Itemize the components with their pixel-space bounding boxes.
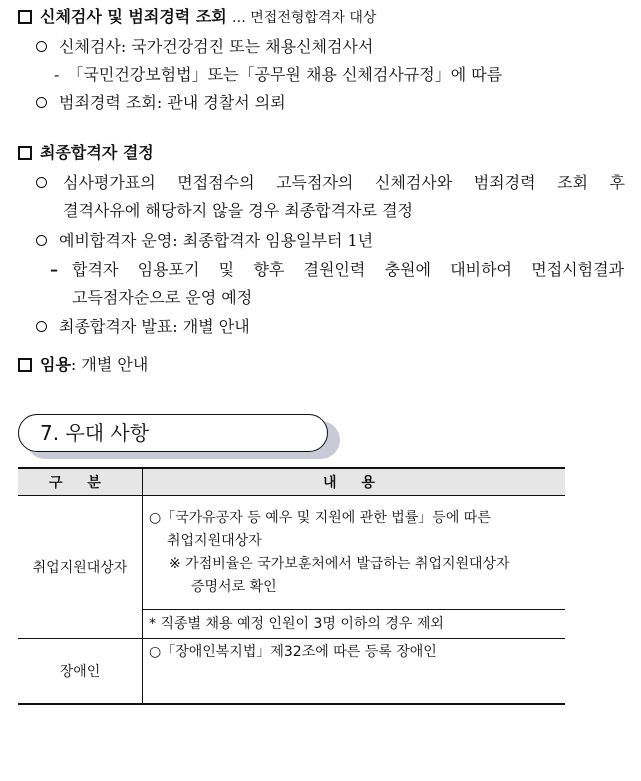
table-row — [18, 639, 565, 705]
list-item-text: 범죄경력 조회: 관내 경찰서 의뢰 — [59, 93, 286, 112]
sub-list-item — [54, 65, 502, 85]
list-item — [36, 231, 373, 251]
circle-bullet-icon — [36, 321, 47, 332]
section-title: 신체검사 및 범죄경력 조회 — [40, 7, 227, 26]
table-cell-content — [143, 639, 566, 705]
square-bullet-icon — [18, 10, 32, 24]
circle-bullet-icon — [36, 97, 47, 108]
list-item — [36, 93, 286, 113]
cell-line: ○「장애인복지법」제32조에 따른 등록 장애인 — [149, 644, 437, 660]
list-item-text: 신체검사: 국가건강검진 또는 채용신체검사서 — [59, 37, 374, 56]
list-item-text: 「국민건강보험법」또는「공무원 채용 신체검사규정」에 따름 — [67, 65, 503, 84]
table-cell-category: 장애인 — [18, 639, 143, 705]
list-item — [36, 173, 59, 193]
list-item-continuation: 고득점자순으로 운영 예정 — [72, 288, 253, 307]
section-heading-appointment — [18, 355, 148, 375]
section-title: 임용 — [40, 355, 71, 374]
list-item-text: 예비합격자 운영: 최종합격자 임용일부터 1년 — [59, 231, 374, 250]
circle-bullet-icon — [36, 235, 47, 246]
cell-line: ※ 가점비율은 국가보훈처에서 발급하는 취업지원대상자 — [169, 555, 510, 572]
cell-line: * 직종별 채용 예정 인원이 3명 이하의 경우 제외 — [149, 615, 444, 632]
list-item-text: 최종합격자 발표: 개별 안내 — [59, 317, 250, 336]
section-heading-final-selection — [18, 143, 154, 163]
table-cell-content — [143, 496, 566, 610]
section-title: 최종합격자 결정 — [40, 143, 154, 162]
cell-line: 증명서로 확인 — [191, 578, 277, 595]
circle-bullet-icon — [36, 177, 47, 188]
dash-bullet-icon: - — [54, 65, 60, 84]
section-note: : 개별 안내 — [70, 355, 149, 374]
list-item — [36, 317, 250, 337]
table-header-row — [18, 468, 565, 496]
table-header-cell: 내 용 — [143, 468, 566, 496]
preference-table — [18, 467, 565, 705]
list-item-text: 합격자 임용포기 및 향후 결원인력 충원에 대비하여 면접시험결과 — [72, 260, 624, 279]
cell-text-block — [143, 501, 565, 605]
square-bullet-icon — [18, 146, 32, 160]
square-bullet-icon — [18, 358, 32, 372]
list-item-text: 심사평가표의 면접점수의 고득점자의 신체검사와 범죄경력 조회 후 — [63, 173, 625, 192]
section-tab-title: 7. 우대 사항 — [40, 421, 150, 445]
table-cell-note — [143, 610, 566, 639]
list-item — [36, 37, 373, 57]
circle-bullet-icon — [36, 41, 47, 52]
table-header-cell: 구 분 — [18, 468, 143, 496]
sub-list-item — [50, 260, 66, 280]
section-note: … 면접전형합격자 대상 — [231, 10, 377, 26]
table-cell-category: 취업지원대상자 — [18, 496, 143, 639]
cell-line: ○「국가유공자 등 예우 및 지원에 관한 법률」등에 따른 — [149, 509, 491, 526]
table-row — [18, 496, 565, 610]
list-item-continuation: 결격사유에 해당하지 않을 경우 최종합격자로 결정 — [63, 201, 414, 220]
section-heading-physical-exam — [18, 7, 376, 28]
dash-bullet-icon: – — [50, 260, 58, 279]
cell-line: 취업지원대상자 — [167, 532, 262, 549]
